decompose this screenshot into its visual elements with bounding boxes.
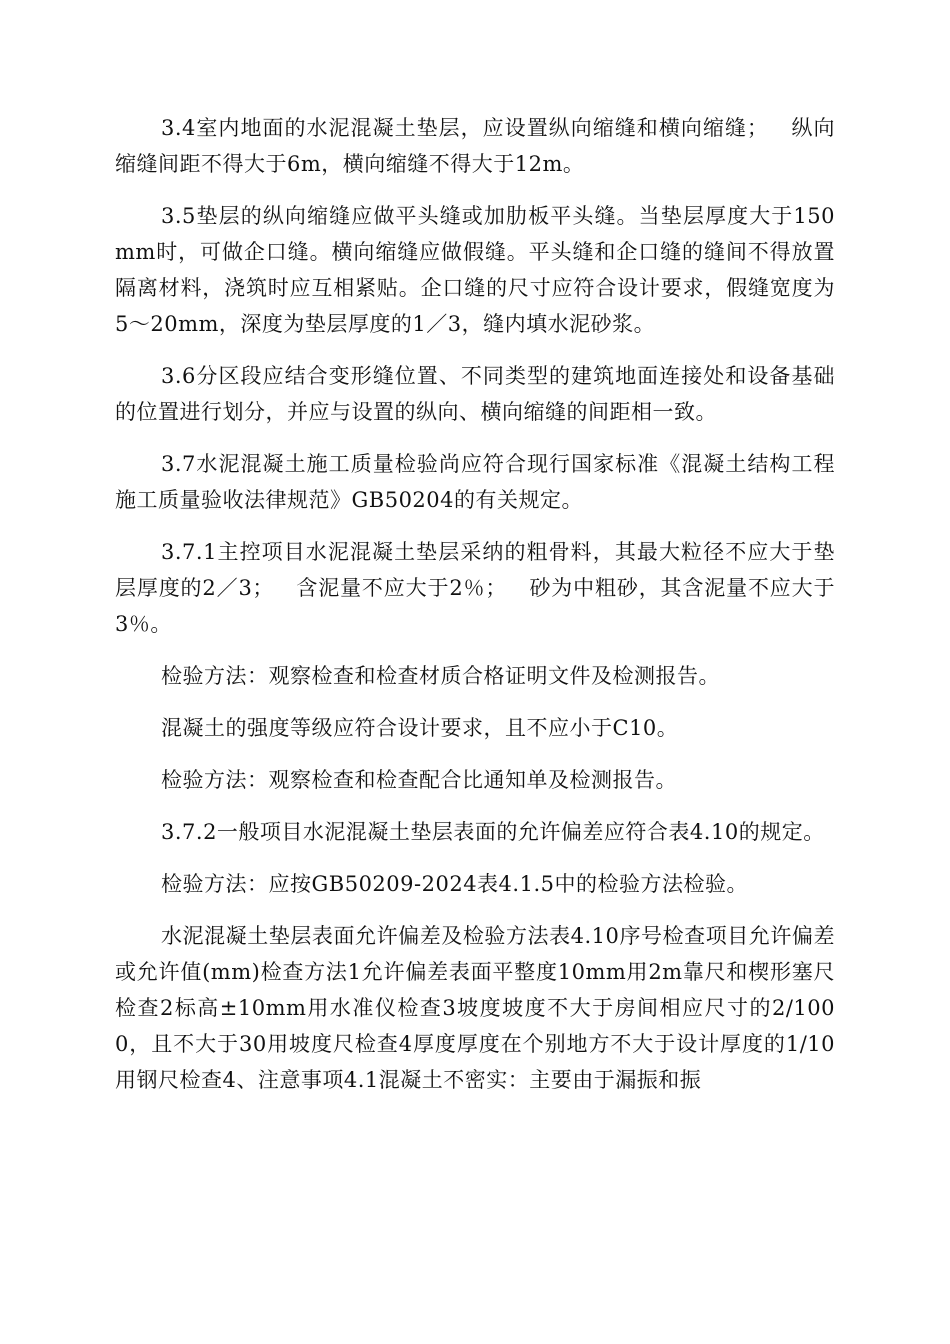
paragraph-3-6: 3.6分区段应结合变形缝位置、不同类型的建筑地面连接处和设备基础的位置进行划分，并应与设置的纵向、横向缩缝的间距相一致。 bbox=[115, 364, 835, 424]
document-body bbox=[115, 110, 835, 1114]
paragraph-concrete-strength: 混凝土的强度等级应符合设计要求，且不应小于C10。 bbox=[161, 716, 679, 740]
paragraph-3-7-1: 3.7.1主控项目水泥混凝土垫层采纳的粗骨料，其最大粒径不应大于垫层厚度的2／3； 含泥量不应大于2％； 砂为中粗砂，其含泥量不应大于3％。 bbox=[115, 540, 835, 636]
paragraph-inspection-method-3: 检验方法：应按GB50209-2024表4.1.5中的检验方法检验。 bbox=[161, 872, 748, 896]
paragraph-inspection-method-2: 检验方法：观察检查和检查配合比通知单及检测报告。 bbox=[161, 768, 677, 792]
paragraph-3-7-2: 3.7.2一般项目水泥混凝土垫层表面的允许偏差应符合表4.10的规定。 bbox=[161, 820, 825, 844]
paragraph-3-4: 3.4室内地面的水泥混凝土垫层，应设置纵向缩缝和横向缩缝； 纵向缩缝间距不得大于6m，横向缩缝不得大于12m。 bbox=[115, 116, 835, 176]
paragraph-3-7: 3.7水泥混凝土施工质量检验尚应符合现行国家标准《混凝土结构工程施工质量验收法律规范》GB50204的有关规定。 bbox=[115, 452, 835, 512]
paragraph-3-5: 3.5垫层的纵向缩缝应做平头缝或加肋板平头缝。当垫层厚度大于150mm时，可做企口缝。横向缩缝应做假缝。平头缝和企口缝的缝间不得放置隔离材料，浇筑时应互相紧贴。企口缝的尺寸应符合设计要求，假缝宽度为5～20mm，深度为垫层厚度的1／3，缝内填水泥砂浆。 bbox=[115, 204, 835, 336]
paragraph-table-4-10: 水泥混凝土垫层表面允许偏差及检验方法表4.10序号检查项目允许偏差或允许值(mm)检查方法1允许偏差表面平整度10mm用2m靠尺和楔形塞尺检查2标高±10mm用水准仪检查3坡度坡度不大于房间相应尺寸的2/1000，且不大于30用坡度尺检查4厚度厚度在个别地方不大于设计厚度的1/10用钢尺检查4、注意事项4.1混凝土不密实：主要由于漏振和振 bbox=[115, 924, 835, 1092]
paragraph-inspection-method-1: 检验方法：观察检查和检查材质合格证明文件及检测报告。 bbox=[161, 664, 720, 688]
